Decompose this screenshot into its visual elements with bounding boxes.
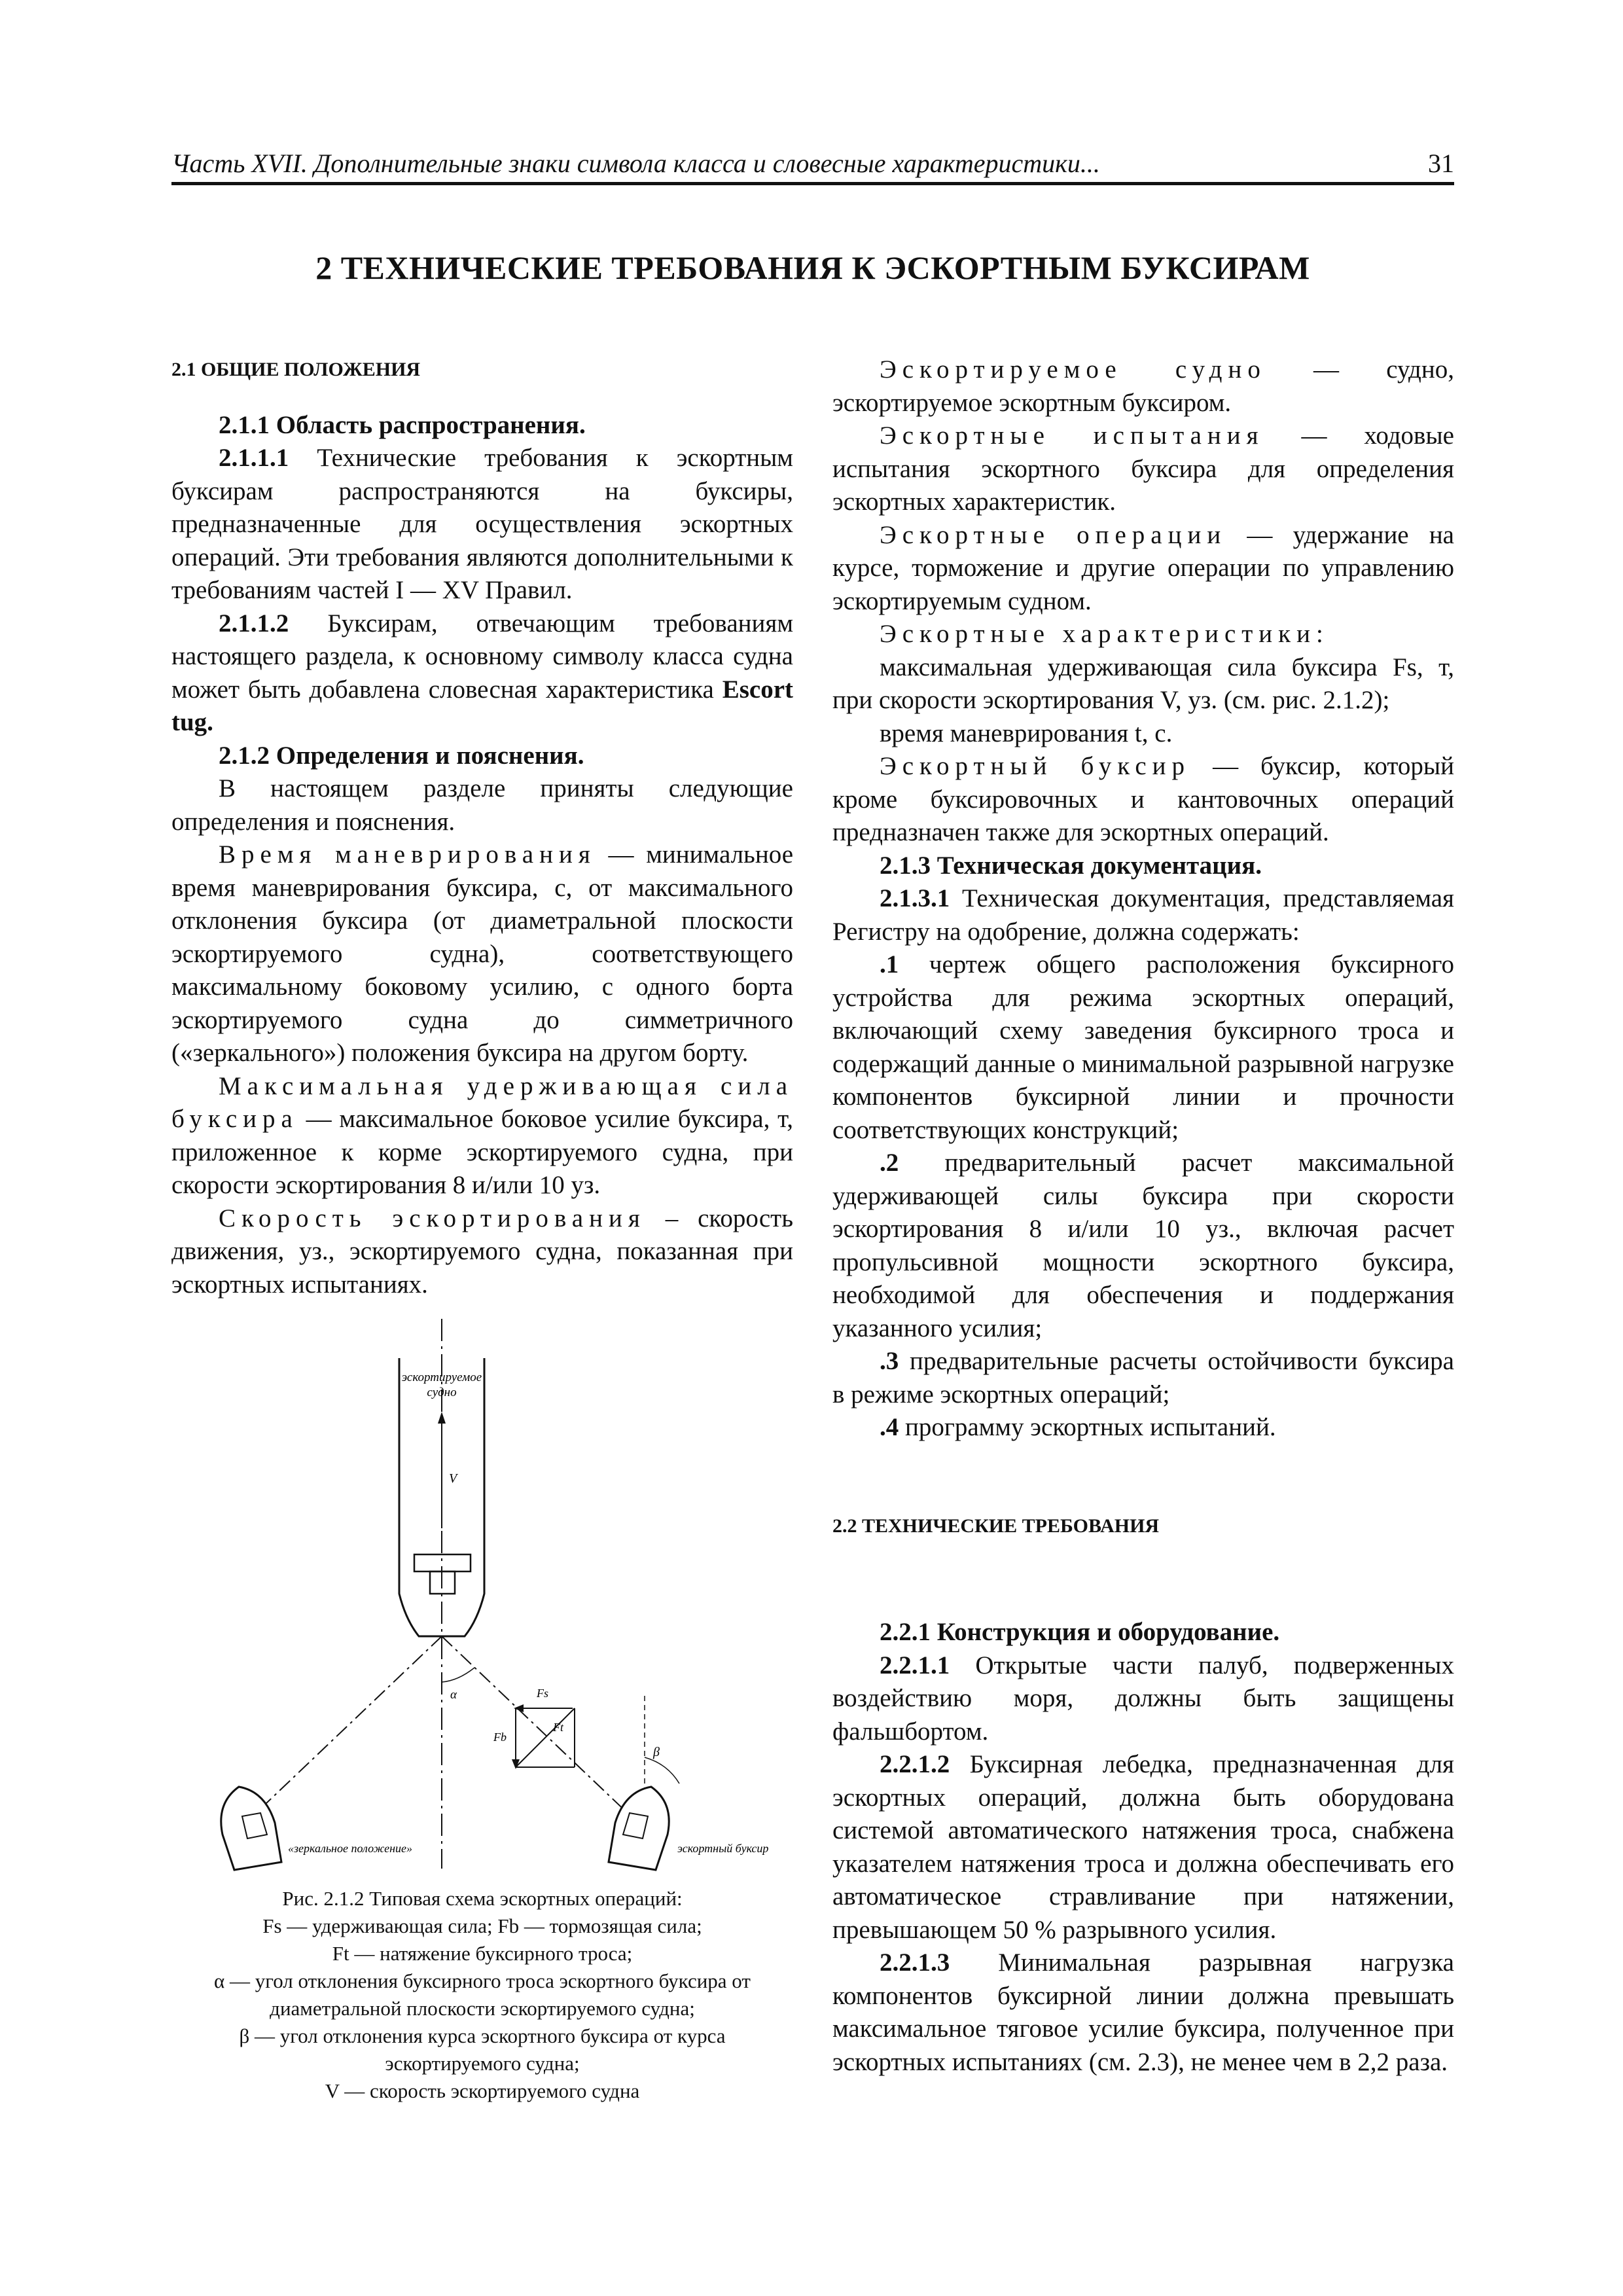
definition-text: — удержание на курсе, торможение и другие операции по управлению эскортируемым судном. (832, 520, 1454, 615)
caption-line: β — угол отклонения курса эскортного буксира от курса (239, 2024, 726, 2047)
definition-text: — максимальное боковое усилие буксира, т, приложенное к корме эскортируемого судна, при скорости эскортирования 8 и/или 10 уз. (171, 1105, 793, 1199)
definition-term: Максимальная удерживающая сила буксира (171, 1071, 793, 1133)
clause-text: Буксирная лебедка, предназначенная для эскортных операций, должна быть оборудована системой автоматического натяжения троса, снабжена указателем натяжения троса и должна обеспечивать его автоматическое стравливание при натяжении, превышающем 50 % разрывного усилия. (832, 1750, 1454, 1944)
definition-text: – скорость движения, уз., эскортируемого судна, показанная при эскортных испытаниях. (171, 1204, 794, 1299)
clause-number: 2.2.1.3 (880, 1948, 950, 1977)
alpha-label: α (450, 1688, 457, 1702)
clause-2-2-1-1 (832, 1649, 1454, 1749)
clause-2-2-1-2 (832, 1748, 1454, 1946)
definition-escort-trials (832, 420, 1454, 519)
escort-tug-notation: Escort tug. (171, 675, 793, 736)
beta-label: β (653, 1745, 660, 1759)
clause-2-1-1-1 (171, 442, 793, 607)
definition-term: Эскортные испытания (880, 422, 1264, 450)
section-title: 2 ТЕХНИЧЕСКИЕ ТРЕБОВАНИЯ К ЭСКОРТНЫМ БУКСИРАМ (315, 249, 1310, 286)
caption-line: α — угол отклонения буксирного троса эскортного буксира от (214, 1969, 751, 1992)
escort-operation-diagram (216, 1306, 792, 1875)
clause-text: Минимальная разрывная нагрузка компонентов буксирной линии должна превышать максимальное тяговое усилие буксира, полученное при эскортных испытаниях (см. 2.3), не менее чем в 2,2 раза. (832, 1948, 1454, 2076)
velocity-label: V (449, 1471, 457, 1486)
definition-max-holding-force (171, 1070, 793, 1202)
doc-item-1 (832, 948, 1454, 1147)
item-number: .3 (880, 1347, 899, 1375)
definition-term: Эскортные операции (880, 520, 1227, 549)
caption-line: Ft — натяжение буксирного троса; (332, 1942, 633, 1965)
force-ft-label: Ft (553, 1721, 563, 1734)
definition-escort-speed (171, 1202, 793, 1302)
clause-number: 2.1.1.1 (219, 444, 289, 472)
clause-2-1-1-2 (171, 607, 793, 740)
definition-term: Эскортируемое судно (880, 355, 1266, 384)
definition-term: Время маневрирования (219, 840, 596, 869)
clause-number: 2.1.3.1 (880, 884, 950, 912)
definition-text: — минимальное время маневрирования буксира, с, от максимального отклонения буксира (от диаметральной плоскости эскортируемого судна), соответствующего максимальному боковому усилию, с одного борта эскортируемого судна до симметричного («зеркального») положения буксира на другом борту. (171, 840, 793, 1067)
definition-escorted-ship (832, 353, 1454, 420)
towline-mirror (239, 1636, 442, 1829)
clause-2-1-3 (832, 850, 1454, 883)
clause-text: Буксирам, отвечающим требованиям настоящего раздела, к основному символу класса судна может быть добавлена словесная характеристика (171, 609, 793, 704)
clause-2-1-1 (171, 409, 793, 442)
definition-escort-operations (832, 519, 1454, 619)
page-header (171, 143, 1454, 185)
definition-term: Эскортные характеристики: (880, 620, 1329, 648)
clause-number: 2.2.1.1 (880, 1651, 950, 1679)
definition-escort-tug (832, 750, 1454, 850)
characteristic-max-force: максимальная удерживающая сила буксира Fs, т, при скорости эскортирования V, уз. (см. рис. 2.1.2); (832, 653, 1454, 714)
item-number: .2 (880, 1149, 899, 1177)
escort-tug-hull (609, 1787, 669, 1870)
mirror-position-label: «зеркальное положение» (288, 1842, 413, 1855)
running-title: Часть XVII. Дополнительные знаки символа класса и словесные характеристики... (171, 149, 1100, 178)
definition-text: — судно, эскортируемое эскортным буксиром. (832, 355, 1454, 417)
item-number: .4 (880, 1413, 899, 1441)
clause-2-1-3-1 (832, 882, 1454, 948)
doc-item-3 (832, 1345, 1454, 1411)
figure-caption (171, 1885, 793, 2105)
doc-item-4 (832, 1411, 1454, 1444)
caption-line: V — скорость эскортируемого судна (325, 2079, 640, 2102)
definition-term: Эскортный буксир (880, 752, 1191, 780)
subsection-heading-2-2: 2.2 ТЕХНИЧЕСКИЕ ТРЕБОВАНИЯ (832, 1515, 1160, 1537)
caption-line: диаметральной плоскости эскортируемого судна; (270, 1997, 695, 2020)
definitions-intro: В настоящем разделе приняты следующие определения и пояснения. (171, 774, 793, 836)
definition-maneuver-time (171, 838, 793, 1070)
mirror-tug-hull (221, 1787, 281, 1870)
escort-tug-label: эскортный буксир (677, 1842, 769, 1855)
item-text: предварительные расчеты остойчивости буксира в режиме эскортных операций; (832, 1347, 1454, 1408)
definition-escort-characteristics (832, 618, 1454, 651)
clause-2-1-3-heading: 2.1.3 Техническая документация. (880, 851, 1262, 880)
doc-item-2 (832, 1147, 1454, 1345)
item-text: чертеж общего расположения буксирного устройства для режима эскортных операций, включающий схему заведения буксирного троса и содержащий данные о минимальной разрывной нагрузке компонентов буксирной линии и прочности соответствующих конструкций; (832, 950, 1454, 1144)
clause-2-1-2 (171, 740, 793, 773)
caption-line: Рис. 2.1.2 Типовая схема эскортных операций: (282, 1887, 683, 1910)
characteristic-maneuver-time: время маневрирования t, с. (880, 719, 1173, 747)
caption-line: эскортируемого судна; (385, 2052, 580, 2075)
definition-text: — буксир, который кроме буксировочных и кантовочных операций предназначен также для эскортных операций. (832, 752, 1455, 846)
alpha-arc (442, 1668, 474, 1682)
beta-arc (645, 1757, 679, 1784)
clause-number: 2.1.1.2 (219, 609, 289, 637)
page-number: 31 (1428, 149, 1454, 178)
force-fs-label: Fs (537, 1687, 548, 1700)
force-fb-label: Fb (493, 1731, 507, 1744)
clause-text: Открытые части палуб, подверженных воздействию моря, должны быть защищены фальшбортом. (832, 1651, 1454, 1746)
subsection-heading-2-1: 2.1 ОБЩИЕ ПОЛОЖЕНИЯ (171, 359, 421, 380)
clause-number: 2.2.1.2 (880, 1750, 950, 1778)
escorted-ship-label-1: эскортируемое (401, 1371, 482, 1384)
clause-2-1-2-heading: 2.1.2 Определения и пояснения. (219, 741, 584, 770)
escorted-ship-label-2: судно (427, 1386, 457, 1399)
caption-line: Fs — удерживающая сила; Fb — тормозящая сила; (262, 1914, 702, 1937)
item-number: .1 (880, 950, 899, 978)
item-text: программу эскортных испытаний. (899, 1413, 1276, 1441)
towline-escort (442, 1636, 645, 1829)
clause-2-2-1 (832, 1616, 1454, 1649)
right-column (832, 353, 1454, 2079)
force-ft-line (516, 1708, 575, 1767)
clause-text: Техническая документация, представляемая Регистру на одобрение, должна содержать: (832, 884, 1454, 946)
definition-text: — ходовые испытания эскортного буксира для определения эскортных характеристик. (832, 422, 1454, 516)
clause-2-2-1-3 (832, 1946, 1454, 2079)
clause-2-2-1-heading: 2.2.1 Конструкция и оборудование. (880, 1618, 1280, 1646)
clause-text: Технические требования к эскортным буксирам распространяются на буксиры, предназначенные для осуществления эскортных операций. Эти требования являются дополнительными к требованиям частей I — XV Правил. (171, 444, 793, 604)
velocity-arrowhead (438, 1412, 446, 1424)
definition-term: Скорость эскортирования (219, 1204, 646, 1232)
item-text: предварительный расчет максимальной удерживающей силы буксира при скорости эскортирования 8 и/или 10 уз., включая расчет пропульсивной мощности эскортного буксира, необходимой для обеспечения и поддержания указанного усилия; (832, 1149, 1454, 1342)
clause-2-1-1-heading: 2.1.1 Область распространения. (219, 410, 586, 439)
left-column (171, 353, 793, 1301)
